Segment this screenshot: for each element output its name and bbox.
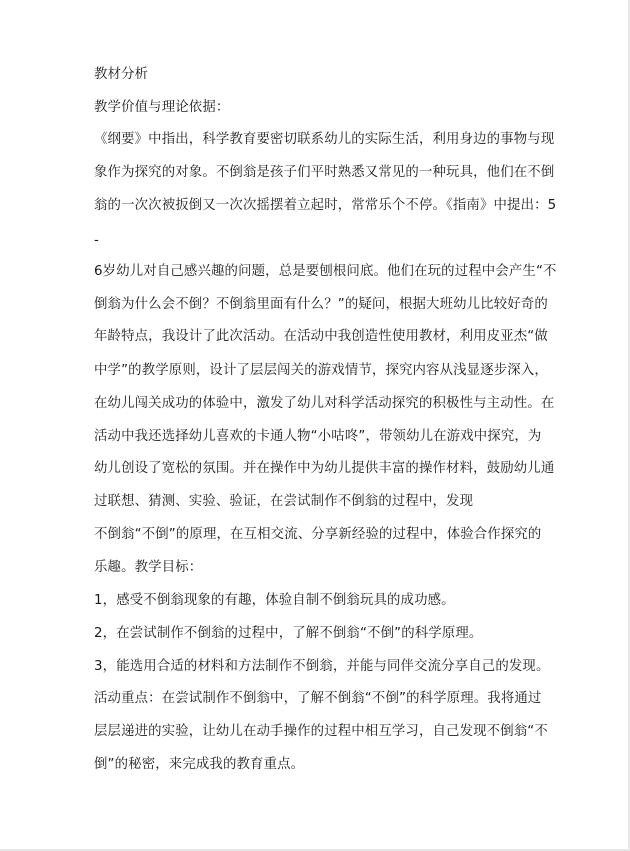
paragraph-line: 在幼儿闯关成功的体验中，激发了幼儿对科学活动探究的积极性与主动性。在 [94, 396, 555, 411]
subheading-teaching-value-and-theory: 教学价值与理论依据： [94, 100, 230, 115]
paragraph-line: 不倒翁“不倒”的原理，在互相交流、分享新经验的过程中，体验合作探究的 [94, 527, 542, 542]
goal-item-2: 2，在尝试制作不倒翁的过程中，了解不倒翁“不倒”的科学原理。 [94, 626, 483, 641]
goal-item-1: 1，感受不倒翁现象的有趣，体验自制不倒翁玩具的成功感。 [94, 593, 455, 608]
paragraph-line: - [94, 233, 99, 248]
paragraph-line: 象作为探究的对象。不倒翁是孩子们平时熟悉又常见的一种玩具，他们在不倒 [94, 165, 555, 180]
paragraph-line: 倒翁为什么会不倒？不倒翁里面有什么？”的疑问，根据大班幼儿比较好奇的 [94, 297, 548, 312]
paragraph-line: 年龄特点，我设计了此次活动。在活动中我创造性使用教材，利用皮亚杰“做 [94, 329, 548, 344]
paragraph-line-teaching-goals: 乐趣。教学目标： [94, 560, 203, 575]
section-heading-teaching-material-analysis: 教材分析 [94, 67, 149, 82]
paragraph-line: 倒”的秘密，来完成我的教育重点。 [94, 757, 305, 772]
paragraph-line: 活动中我还选择幼儿喜欢的卡通人物“小咕咚”，带领幼儿在游戏中探究，为 [94, 429, 542, 444]
activity-focus-line: 活动重点：在尝试制作不倒翁中，了解不倒翁“不倒”的科学原理。我将通过 [94, 691, 542, 706]
paragraph-line: 翁的一次次被扳倒又一次次摇摆着立起时，常常乐个不停。《指南》中提出：5 [94, 198, 557, 213]
paragraph-line: 6岁幼儿对自己感兴趣的问题，总是要刨根问底。他们在玩的过程中会产生“不 [94, 264, 557, 279]
paragraph-line: 层层递进的实验，让幼儿在动手操作的过程中相互学习，自己发现不倒翁“不 [94, 724, 548, 739]
paragraph-line: 《纲要》中指出，科学教育要密切联系幼儿的实际生活，利用身边的事物与现 [94, 132, 555, 147]
goal-item-3: 3，能选用合适的材料和方法制作不倒翁，并能与同伴交流分享自己的发现。 [94, 659, 550, 674]
paragraph-line: 过联想、猜测、实验、验证，在尝试制作不倒翁的过程中，发现 [94, 494, 474, 509]
paragraph-line: 中学”的教学原则，设计了层层闯关的游戏情节，探究内容从浅显逐步深入， [94, 363, 548, 378]
paragraph-line: 幼儿创设了宽松的氛围。并在操作中为幼儿提供丰富的操作材料，鼓励幼儿通 [94, 461, 555, 476]
